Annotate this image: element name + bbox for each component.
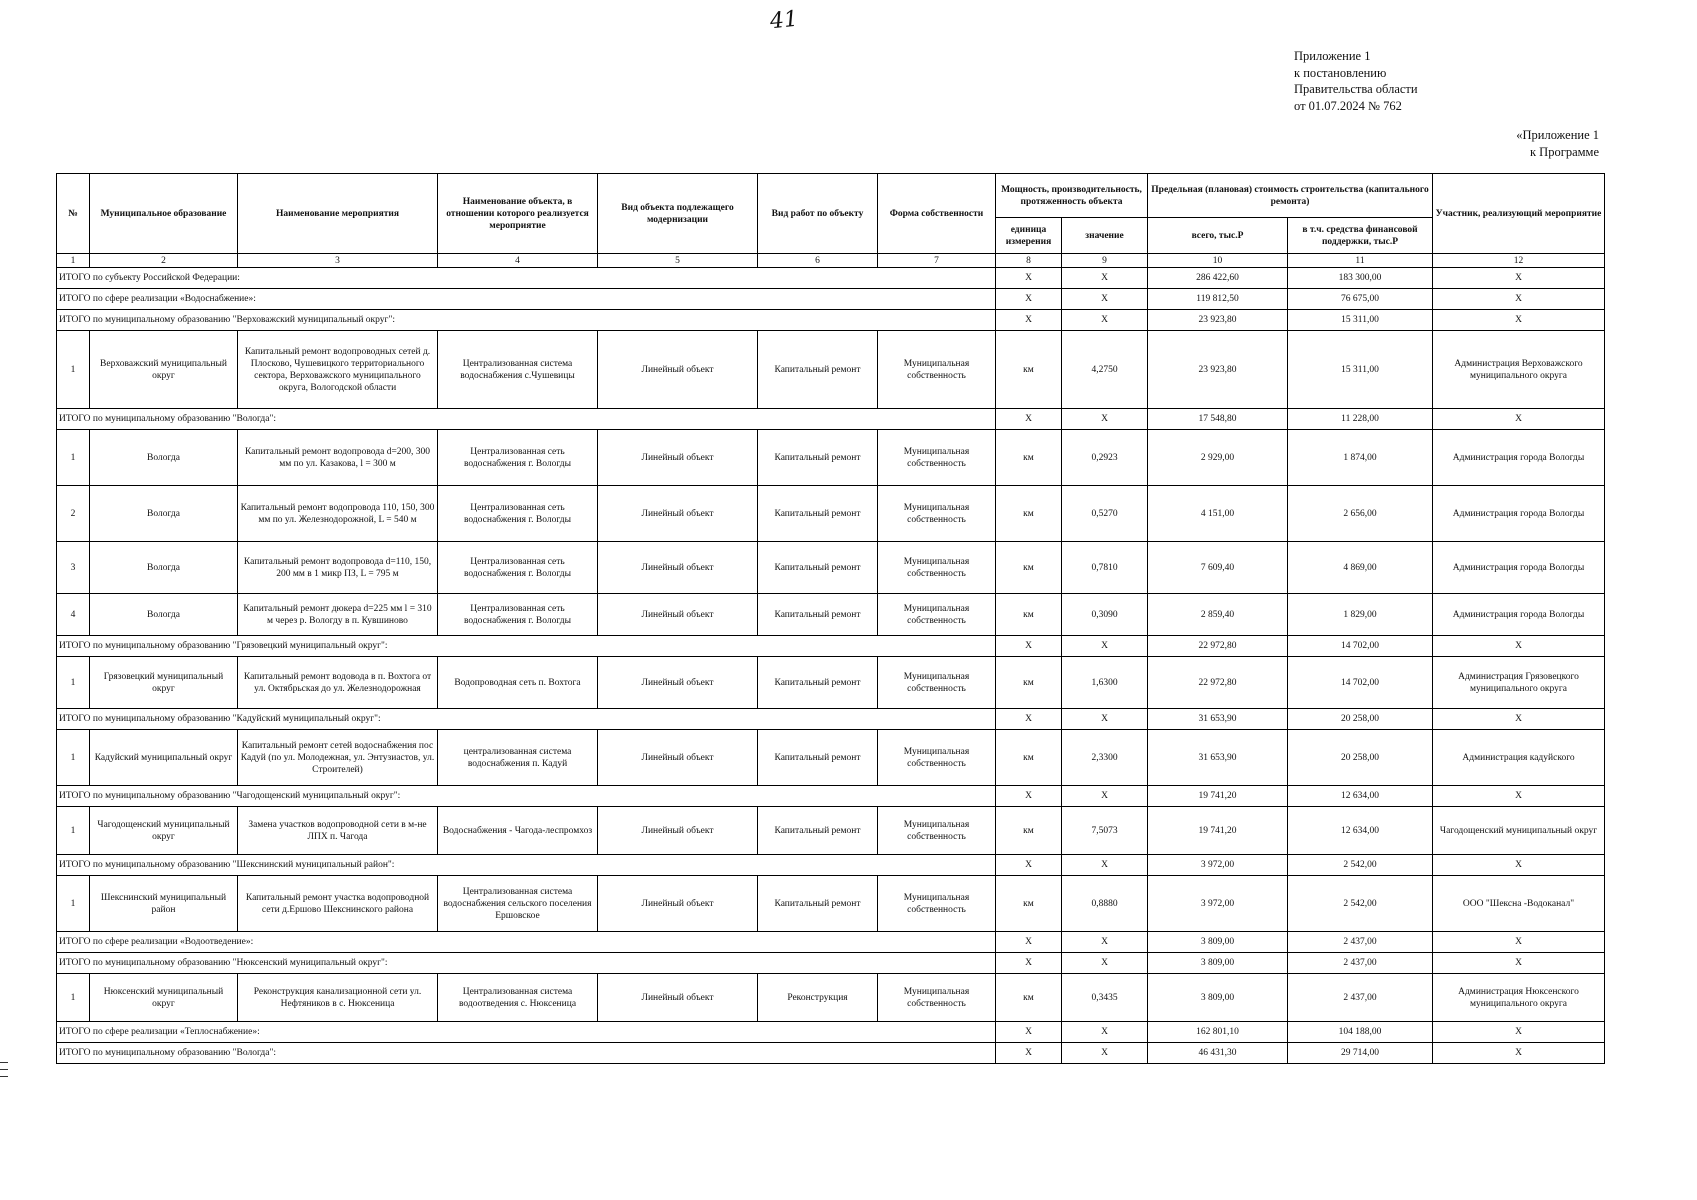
row-num: 4 [57,594,90,636]
total-participant: X [1433,1043,1605,1064]
total-support: 2 542,00 [1288,855,1433,876]
row-cost-total: 19 741,20 [1148,807,1288,855]
column-numbers-row [57,254,1605,268]
row-ownership: Муниципальная собственность [878,730,996,786]
total-value: X [1062,1043,1148,1064]
total-row [57,786,1605,807]
total-row [57,289,1605,310]
table-row [57,730,1605,786]
total-support: 29 714,00 [1288,1043,1433,1064]
header-participant: Участник, реализующий мероприятие [1433,174,1605,254]
row-value: 0,8880 [1062,876,1148,932]
total-value: X [1062,786,1148,807]
total-row [57,932,1605,953]
total-row [57,310,1605,331]
total-value: X [1062,1022,1148,1043]
program-ref-line: «Приложение 1 [1516,128,1599,142]
total-cost: 31 653,90 [1148,709,1288,730]
row-object-type: Линейный объект [598,331,758,409]
total-label: ИТОГО по сфере реализации «Теплоснабжение»: [57,1022,996,1043]
row-cost-support: 12 634,00 [1288,807,1433,855]
header-cost: Предельная (плановая) стоимость строительства (капитального ремонта) [1148,174,1433,218]
table-row [57,876,1605,932]
total-unit: X [996,932,1062,953]
row-work-type: Капитальный ремонт [758,807,878,855]
total-unit: X [996,310,1062,331]
row-event: Замена участков водопроводной сети в м-не ЛПХ п. Чагода [238,807,438,855]
total-participant: X [1433,268,1605,289]
total-unit: X [996,636,1062,657]
total-support: 2 437,00 [1288,953,1433,974]
row-unit: км [996,594,1062,636]
column-number: 9 [1062,254,1148,268]
total-value: X [1062,268,1148,289]
row-work-type: Капитальный ремонт [758,657,878,709]
margin-marks [0,1062,8,1083]
total-unit: X [996,709,1062,730]
row-object-type: Линейный объект [598,430,758,486]
row-object: Централизованная сеть водоснабжения г. Вологды [438,542,598,594]
row-municipality: Грязовецкий муниципальный округ [90,657,238,709]
total-value: X [1062,289,1148,310]
total-participant: X [1433,636,1605,657]
column-number: 12 [1433,254,1605,268]
total-participant: X [1433,709,1605,730]
row-event: Капитальный ремонт водопроводных сетей д. Плосково, Чушевицкого территориального сектора, Верховажского муниципального округа, Вологодской области [238,331,438,409]
table-row [57,594,1605,636]
row-cost-total: 7 609,40 [1148,542,1288,594]
row-municipality: Верховажский муниципальный округ [90,331,238,409]
row-event: Реконструкция канализационной сети ул. Нефтяников в с. Нюксеница [238,974,438,1022]
total-label: ИТОГО по сфере реализации «Водоотведение»: [57,932,996,953]
total-cost: 46 431,30 [1148,1043,1288,1064]
page-number: 41 [768,6,800,35]
row-cost-total: 3 809,00 [1148,974,1288,1022]
row-object: Водоснабжения - Чагода-леспромхоз [438,807,598,855]
total-participant: X [1433,953,1605,974]
row-value: 2,3300 [1062,730,1148,786]
table-row [57,331,1605,409]
row-ownership: Муниципальная собственность [878,486,996,542]
total-unit: X [996,409,1062,430]
total-participant: X [1433,310,1605,331]
row-participant: ООО "Шексна -Водоканал" [1433,876,1605,932]
total-participant: X [1433,855,1605,876]
total-unit: X [996,953,1062,974]
total-unit: X [996,289,1062,310]
row-num: 1 [57,974,90,1022]
row-ownership: Муниципальная собственность [878,974,996,1022]
row-cost-total: 22 972,80 [1148,657,1288,709]
header-unit: единица измерения [996,218,1062,254]
header-num: № [57,174,90,254]
row-cost-total: 2 929,00 [1148,430,1288,486]
row-ownership: Муниципальная собственность [878,807,996,855]
row-object: Централизованная сеть водоснабжения г. Вологды [438,430,598,486]
row-unit: км [996,542,1062,594]
row-event: Капитальный ремонт дюкера d=225 мм l = 310 м через р. Вологду в п. Кувшиново [238,594,438,636]
column-number: 5 [598,254,758,268]
attachment-line: Правительства области [1294,82,1418,96]
total-row [57,636,1605,657]
row-value: 0,5270 [1062,486,1148,542]
row-object: Водопроводная сеть п. Вохтога [438,657,598,709]
header-cost-total: всего, тыс.Р [1148,218,1288,254]
total-support: 15 311,00 [1288,310,1433,331]
row-cost-total: 31 653,90 [1148,730,1288,786]
row-object: Централизованная система водоотведения с. Нюксеница [438,974,598,1022]
total-unit: X [996,855,1062,876]
table-row [57,657,1605,709]
row-participant: Администрация кадуйского [1433,730,1605,786]
total-unit: X [996,268,1062,289]
total-unit: X [996,1022,1062,1043]
row-object-type: Линейный объект [598,974,758,1022]
total-participant: X [1433,289,1605,310]
row-value: 7,5073 [1062,807,1148,855]
total-cost: 17 548,80 [1148,409,1288,430]
total-label: ИТОГО по муниципальному образованию "Верховажский муниципальный округ": [57,310,996,331]
row-participant: Администрация города Вологды [1433,430,1605,486]
total-label: ИТОГО по муниципальному образованию "Вологда": [57,409,996,430]
row-municipality: Кадуйский муниципальный округ [90,730,238,786]
total-cost: 3 809,00 [1148,953,1288,974]
total-value: X [1062,409,1148,430]
row-municipality: Чагодощенский муниципальный округ [90,807,238,855]
header-value: значение [1062,218,1148,254]
total-cost: 119 812,50 [1148,289,1288,310]
total-value: X [1062,953,1148,974]
total-label: ИТОГО по муниципальному образованию "Чагодощенский муниципальный округ": [57,786,996,807]
total-label: ИТОГО по муниципальному образованию "Нюксенский муниципальный округ": [57,953,996,974]
row-cost-support: 2 437,00 [1288,974,1433,1022]
table-row [57,542,1605,594]
row-object-type: Линейный объект [598,486,758,542]
row-object: централизованная система водоснабжения п. Кадуй [438,730,598,786]
row-value: 4,2750 [1062,331,1148,409]
row-object-type: Линейный объект [598,542,758,594]
row-num: 1 [57,657,90,709]
total-support: 12 634,00 [1288,786,1433,807]
total-cost: 19 741,20 [1148,786,1288,807]
row-unit: км [996,657,1062,709]
header-capacity: Мощность, производительность, протяженность объекта [996,174,1148,218]
total-support: 14 702,00 [1288,636,1433,657]
total-label: ИТОГО по сфере реализации «Водоснабжение»: [57,289,996,310]
row-participant: Администрация Нюксенского муниципального округа [1433,974,1605,1022]
row-participant: Чагодощенский муниципальный округ [1433,807,1605,855]
total-label: ИТОГО по муниципальному образованию "Кадуйский муниципальный округ": [57,709,996,730]
total-participant: X [1433,786,1605,807]
row-object: Централизованная сеть водоснабжения г. Вологды [438,486,598,542]
row-cost-total: 2 859,40 [1148,594,1288,636]
header-object-type: Вид объекта подлежащего модернизации [598,174,758,254]
row-cost-total: 23 923,80 [1148,331,1288,409]
total-value: X [1062,855,1148,876]
total-row [57,1043,1605,1064]
attachment-line: к постановлению [1294,65,1387,80]
total-participant: X [1433,932,1605,953]
row-event: Капитальный ремонт водопровода 110, 150, 300 мм по ул. Железнодорожной, L = 540 м [238,486,438,542]
row-cost-support: 1 829,00 [1288,594,1433,636]
header-work-type: Вид работ по объекту [758,174,878,254]
total-value: X [1062,636,1148,657]
column-number: 1 [57,254,90,268]
row-municipality: Вологда [90,542,238,594]
row-object-type: Линейный объект [598,730,758,786]
row-object-type: Линейный объект [598,657,758,709]
program-table [56,173,1605,1064]
table-row [57,486,1605,542]
total-support: 2 437,00 [1288,932,1433,953]
total-support: 104 188,00 [1288,1022,1433,1043]
row-unit: км [996,807,1062,855]
row-event: Капитальный ремонт водопровода d=200, 300 мм по ул. Казакова, l = 300 м [238,430,438,486]
row-work-type: Капитальный ремонт [758,730,878,786]
row-object-type: Линейный объект [598,876,758,932]
row-object-type: Линейный объект [598,594,758,636]
total-row [57,1022,1605,1043]
row-object: Централизованная сеть водоснабжения г. Вологды [438,594,598,636]
row-municipality: Нюксенский муниципальный округ [90,974,238,1022]
row-object: Централизованная система водоснабжения с.Чушевицы [438,331,598,409]
row-work-type: Капитальный ремонт [758,331,878,409]
total-row [57,268,1605,289]
row-work-type: Капитальный ремонт [758,876,878,932]
row-participant: Администрация города Вологды [1433,594,1605,636]
table-body [57,268,1605,1064]
total-cost: 162 801,10 [1148,1022,1288,1043]
row-ownership: Муниципальная собственность [878,542,996,594]
total-cost: 22 972,80 [1148,636,1288,657]
total-participant: X [1433,409,1605,430]
row-value: 0,3090 [1062,594,1148,636]
total-cost: 3 972,00 [1148,855,1288,876]
total-row [57,709,1605,730]
row-municipality: Вологда [90,594,238,636]
row-cost-support: 20 258,00 [1288,730,1433,786]
row-ownership: Муниципальная собственность [878,331,996,409]
row-ownership: Муниципальная собственность [878,430,996,486]
row-num: 1 [57,807,90,855]
total-unit: X [996,786,1062,807]
row-participant: Администрация Верховажского муниципального округа [1433,331,1605,409]
column-number: 6 [758,254,878,268]
row-num: 1 [57,331,90,409]
header-event: Наименование мероприятия [238,174,438,254]
column-number: 11 [1288,254,1433,268]
row-event: Капитальный ремонт участка водопроводной сети д.Ершово Шекснинского района [238,876,438,932]
header-municipality: Муниципальное образование [90,174,238,254]
row-unit: км [996,730,1062,786]
row-num: 2 [57,486,90,542]
attachment-line: от 01.07.2024 № 762 [1294,98,1402,113]
row-participant: Администрация города Вологды [1433,542,1605,594]
row-municipality: Шекснинский муниципальный район [90,876,238,932]
column-number: 4 [438,254,598,268]
row-object-type: Линейный объект [598,807,758,855]
row-municipality: Вологда [90,486,238,542]
total-row [57,855,1605,876]
total-support: 183 300,00 [1288,268,1433,289]
attachment-block [1294,48,1418,114]
row-work-type: Капитальный ремонт [758,430,878,486]
row-cost-support: 14 702,00 [1288,657,1433,709]
total-row [57,409,1605,430]
row-municipality: Вологда [90,430,238,486]
row-object: Централизованная система водоснабжения сельского поселения Ершовское [438,876,598,932]
row-ownership: Муниципальная собственность [878,594,996,636]
row-num: 1 [57,876,90,932]
row-ownership: Муниципальная собственность [878,876,996,932]
total-support: 76 675,00 [1288,289,1433,310]
row-cost-total: 4 151,00 [1148,486,1288,542]
row-ownership: Муниципальная собственность [878,657,996,709]
row-cost-support: 15 311,00 [1288,331,1433,409]
row-value: 0,7810 [1062,542,1148,594]
total-label: ИТОГО по субъекту Российской Федерации: [57,268,996,289]
row-unit: км [996,430,1062,486]
total-row [57,953,1605,974]
row-unit: км [996,974,1062,1022]
row-work-type: Капитальный ремонт [758,542,878,594]
column-number: 7 [878,254,996,268]
row-num: 3 [57,542,90,594]
row-unit: км [996,331,1062,409]
row-cost-total: 3 972,00 [1148,876,1288,932]
row-event: Капитальный ремонт водопровода d=110, 150, 200 мм в 1 микр ПЗ, L = 795 м [238,542,438,594]
total-cost: 23 923,80 [1148,310,1288,331]
row-unit: км [996,876,1062,932]
column-number: 3 [238,254,438,268]
row-value: 1,6300 [1062,657,1148,709]
column-number: 8 [996,254,1062,268]
row-work-type: Реконструкция [758,974,878,1022]
row-event: Капитальный ремонт сетей водоснабжения пос Кадуй (по ул. Молодежная, ул. Энтузиастов, ул. Строителей) [238,730,438,786]
program-reference [1516,127,1599,160]
column-number: 10 [1148,254,1288,268]
row-num: 1 [57,730,90,786]
header-cost-support: в т.ч. средства финансовой поддержки, тыс.Р [1288,218,1433,254]
total-cost: 3 809,00 [1148,932,1288,953]
attachment-line: Приложение 1 [1294,49,1371,63]
row-work-type: Капитальный ремонт [758,594,878,636]
row-event: Капитальный ремонт водовода в п. Вохтога от ул. Октябрьская до ул. Железнодорожная [238,657,438,709]
row-cost-support: 2 656,00 [1288,486,1433,542]
total-value: X [1062,709,1148,730]
table-row [57,807,1605,855]
row-unit: км [996,486,1062,542]
total-label: ИТОГО по муниципальному образованию "Шекснинский муниципальный район": [57,855,996,876]
row-participant: Администрация Грязовецкого муниципального округа [1433,657,1605,709]
row-value: 0,3435 [1062,974,1148,1022]
total-support: 20 258,00 [1288,709,1433,730]
column-number: 2 [90,254,238,268]
total-cost: 286 422,60 [1148,268,1288,289]
row-cost-support: 2 542,00 [1288,876,1433,932]
row-value: 0,2923 [1062,430,1148,486]
total-label: ИТОГО по муниципальному образованию "Вологда": [57,1043,996,1064]
table-row [57,430,1605,486]
total-participant: X [1433,1022,1605,1043]
row-cost-support: 1 874,00 [1288,430,1433,486]
row-work-type: Капитальный ремонт [758,486,878,542]
row-cost-support: 4 869,00 [1288,542,1433,594]
total-unit: X [996,1043,1062,1064]
total-label: ИТОГО по муниципальному образованию "Грязовецкий муниципальный округ": [57,636,996,657]
row-participant: Администрация города Вологды [1433,486,1605,542]
table-row [57,974,1605,1022]
total-value: X [1062,310,1148,331]
total-support: 11 228,00 [1288,409,1433,430]
total-value: X [1062,932,1148,953]
program-ref-line: к Программе [1529,144,1599,159]
header-ownership: Форма собственности [878,174,996,254]
row-num: 1 [57,430,90,486]
header-object: Наименование объекта, в отношении которого реализуется мероприятие [438,174,598,254]
